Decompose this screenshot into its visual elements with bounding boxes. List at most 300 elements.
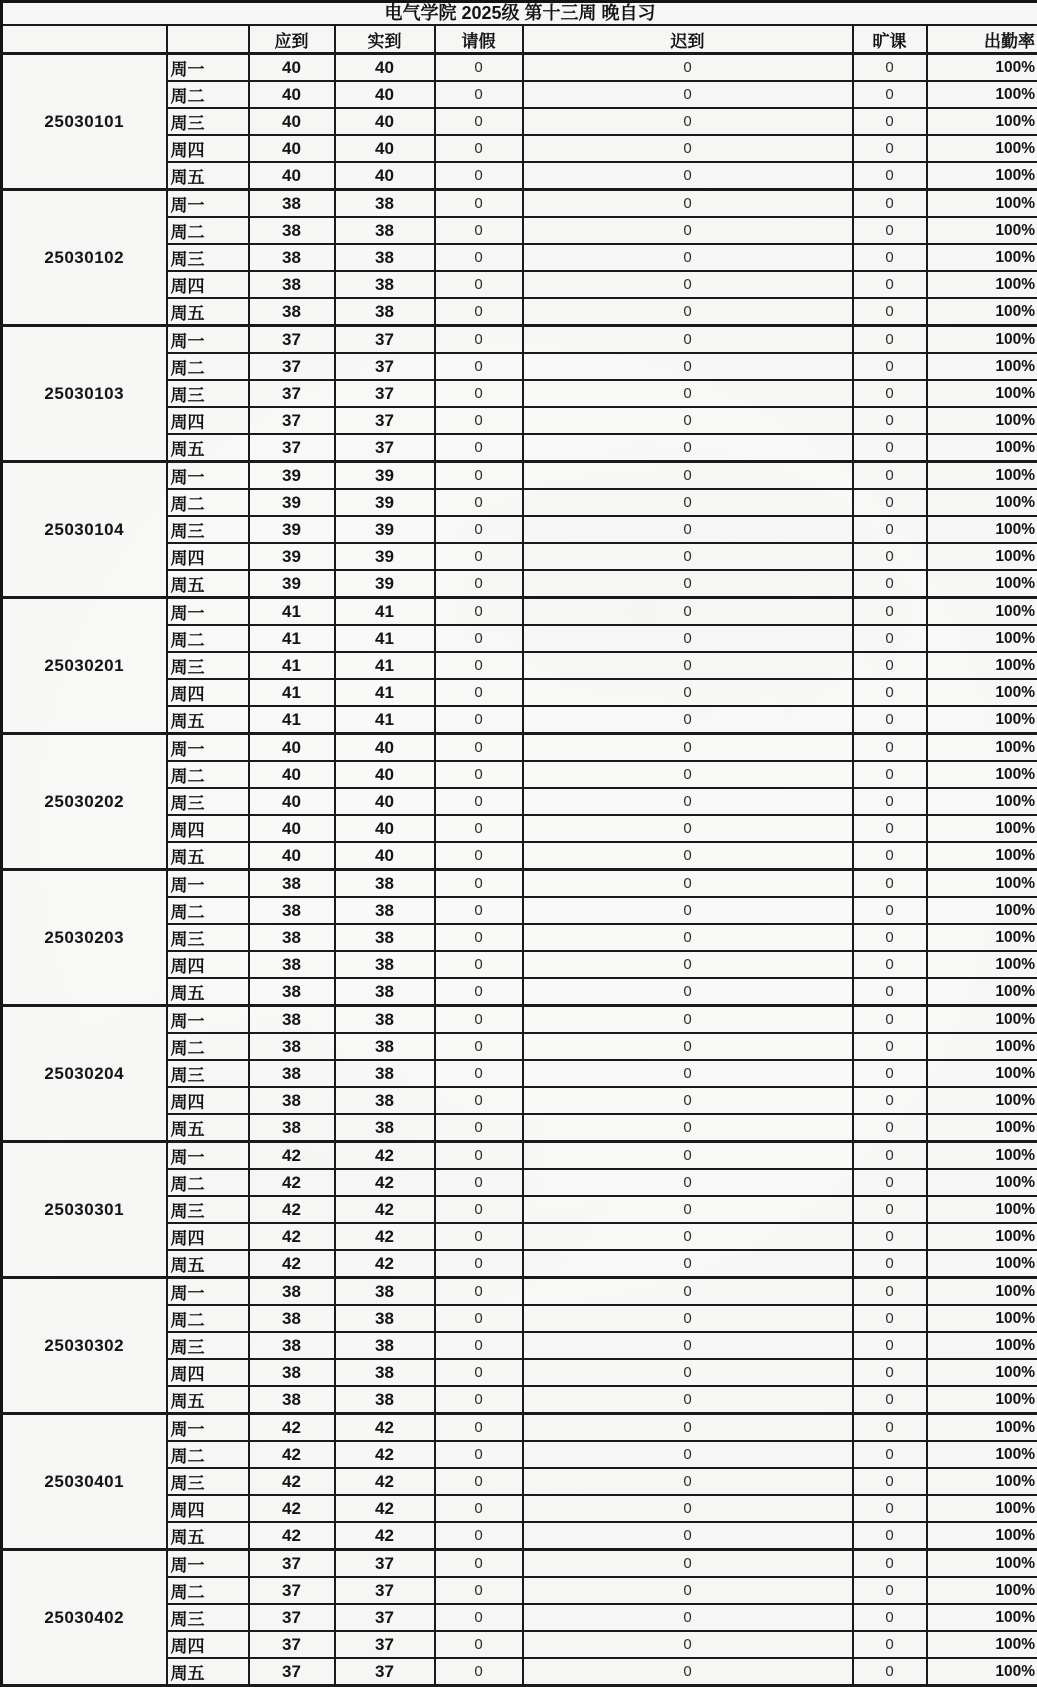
day-cell: 周三 (167, 380, 249, 407)
day-cell: 周一 (167, 190, 249, 218)
expected-cell: 40 (249, 788, 335, 815)
day-cell: 周五 (167, 1250, 249, 1278)
leave-cell: 0 (435, 407, 523, 434)
expected-cell: 39 (249, 570, 335, 598)
day-cell: 周五 (167, 162, 249, 190)
late-cell: 0 (523, 434, 853, 462)
expected-cell: 40 (249, 162, 335, 190)
day-cell: 周二 (167, 81, 249, 108)
page-title: 电气学院 2025级 第十三周 晚自习 (2, 2, 1037, 26)
leave-cell: 0 (435, 217, 523, 244)
actual-cell: 38 (335, 1114, 435, 1142)
actual-cell: 38 (335, 1332, 435, 1359)
rate-cell: 100% (927, 1359, 1037, 1386)
expected-cell: 38 (249, 978, 335, 1006)
expected-cell: 42 (249, 1522, 335, 1550)
day-cell: 周四 (167, 1223, 249, 1250)
rate-cell: 100% (927, 842, 1037, 870)
late-cell: 0 (523, 706, 853, 734)
expected-cell: 38 (249, 1278, 335, 1306)
absent-cell: 0 (853, 951, 927, 978)
absent-cell: 0 (853, 135, 927, 162)
absent-cell: 0 (853, 734, 927, 762)
expected-cell: 40 (249, 54, 335, 82)
leave-cell: 0 (435, 1223, 523, 1250)
table-row (2, 190, 1037, 218)
absent-cell: 0 (853, 652, 927, 679)
actual-cell: 39 (335, 489, 435, 516)
expected-cell: 41 (249, 706, 335, 734)
rate-cell: 100% (927, 1196, 1037, 1223)
rate-cell: 100% (927, 1142, 1037, 1170)
late-cell: 0 (523, 217, 853, 244)
actual-cell: 42 (335, 1414, 435, 1442)
actual-cell: 42 (335, 1223, 435, 1250)
day-cell: 周二 (167, 217, 249, 244)
leave-cell: 0 (435, 761, 523, 788)
day-cell: 周四 (167, 407, 249, 434)
rate-cell: 100% (927, 462, 1037, 490)
rate-cell: 100% (927, 190, 1037, 218)
leave-cell: 0 (435, 462, 523, 490)
leave-cell: 0 (435, 1033, 523, 1060)
leave-cell: 0 (435, 1278, 523, 1306)
late-cell: 0 (523, 1577, 853, 1604)
table-row (2, 598, 1037, 626)
day-cell: 周四 (167, 1495, 249, 1522)
leave-cell: 0 (435, 1305, 523, 1332)
rate-cell: 100% (927, 434, 1037, 462)
leave-cell: 0 (435, 434, 523, 462)
absent-cell: 0 (853, 1332, 927, 1359)
leave-cell: 0 (435, 924, 523, 951)
late-cell: 0 (523, 516, 853, 543)
late-cell: 0 (523, 1441, 853, 1468)
absent-cell: 0 (853, 1414, 927, 1442)
day-cell: 周一 (167, 54, 249, 82)
late-cell: 0 (523, 407, 853, 434)
day-cell: 周三 (167, 1196, 249, 1223)
rate-cell: 100% (927, 761, 1037, 788)
day-cell: 周三 (167, 1060, 249, 1087)
expected-cell: 42 (249, 1495, 335, 1522)
late-cell: 0 (523, 54, 853, 82)
late-cell: 0 (523, 462, 853, 490)
actual-cell: 40 (335, 162, 435, 190)
leave-cell: 0 (435, 135, 523, 162)
day-cell: 周四 (167, 679, 249, 706)
rate-cell: 100% (927, 734, 1037, 762)
header-class-col (2, 25, 167, 54)
day-cell: 周五 (167, 1658, 249, 1686)
absent-cell: 0 (853, 489, 927, 516)
absent-cell: 0 (853, 380, 927, 407)
actual-cell: 37 (335, 1604, 435, 1631)
actual-cell: 39 (335, 570, 435, 598)
actual-cell: 38 (335, 217, 435, 244)
actual-cell: 42 (335, 1522, 435, 1550)
actual-cell: 42 (335, 1495, 435, 1522)
expected-cell: 42 (249, 1142, 335, 1170)
rate-cell: 100% (927, 489, 1037, 516)
day-cell: 周二 (167, 489, 249, 516)
rate-cell: 100% (927, 1577, 1037, 1604)
rate-cell: 100% (927, 135, 1037, 162)
late-cell: 0 (523, 1386, 853, 1414)
late-cell: 0 (523, 1087, 853, 1114)
day-cell: 周三 (167, 244, 249, 271)
title-row (2, 2, 1037, 26)
leave-cell: 0 (435, 380, 523, 407)
leave-cell: 0 (435, 1332, 523, 1359)
actual-cell: 41 (335, 679, 435, 706)
actual-cell: 40 (335, 54, 435, 82)
expected-cell: 37 (249, 407, 335, 434)
actual-cell: 38 (335, 298, 435, 326)
day-cell: 周五 (167, 1522, 249, 1550)
rate-cell: 100% (927, 543, 1037, 570)
absent-cell: 0 (853, 788, 927, 815)
expected-cell: 42 (249, 1414, 335, 1442)
leave-cell: 0 (435, 190, 523, 218)
actual-cell: 40 (335, 81, 435, 108)
day-cell: 周三 (167, 1468, 249, 1495)
expected-cell: 38 (249, 1386, 335, 1414)
expected-cell: 40 (249, 734, 335, 762)
actual-cell: 42 (335, 1169, 435, 1196)
absent-cell: 0 (853, 1658, 927, 1686)
rate-cell: 100% (927, 788, 1037, 815)
rate-cell: 100% (927, 1386, 1037, 1414)
actual-cell: 38 (335, 1305, 435, 1332)
day-cell: 周三 (167, 788, 249, 815)
rate-cell: 100% (927, 1006, 1037, 1034)
late-cell: 0 (523, 679, 853, 706)
rate-cell: 100% (927, 978, 1037, 1006)
absent-cell: 0 (853, 1468, 927, 1495)
leave-cell: 0 (435, 951, 523, 978)
leave-cell: 0 (435, 1522, 523, 1550)
rate-cell: 100% (927, 1522, 1037, 1550)
expected-cell: 37 (249, 1577, 335, 1604)
rate-cell: 100% (927, 1114, 1037, 1142)
rate-cell: 100% (927, 407, 1037, 434)
rate-cell: 100% (927, 1250, 1037, 1278)
leave-cell: 0 (435, 54, 523, 82)
rate-cell: 100% (927, 108, 1037, 135)
actual-cell: 37 (335, 353, 435, 380)
absent-cell: 0 (853, 598, 927, 626)
absent-cell: 0 (853, 298, 927, 326)
late-cell: 0 (523, 598, 853, 626)
day-cell: 周四 (167, 815, 249, 842)
day-cell: 周二 (167, 1577, 249, 1604)
late-cell: 0 (523, 570, 853, 598)
leave-cell: 0 (435, 734, 523, 762)
rate-cell: 100% (927, 1332, 1037, 1359)
leave-cell: 0 (435, 162, 523, 190)
absent-cell: 0 (853, 1441, 927, 1468)
absent-cell: 0 (853, 1250, 927, 1278)
leave-cell: 0 (435, 897, 523, 924)
actual-cell: 38 (335, 951, 435, 978)
header-day-col (167, 25, 249, 54)
actual-cell: 38 (335, 897, 435, 924)
day-cell: 周五 (167, 1114, 249, 1142)
expected-cell: 37 (249, 1658, 335, 1686)
day-cell: 周二 (167, 761, 249, 788)
class-id-cell: 25030301 (2, 1142, 167, 1278)
leave-cell: 0 (435, 489, 523, 516)
absent-cell: 0 (853, 978, 927, 1006)
expected-cell: 38 (249, 951, 335, 978)
leave-cell: 0 (435, 1495, 523, 1522)
actual-cell: 41 (335, 652, 435, 679)
actual-cell: 37 (335, 380, 435, 407)
absent-cell: 0 (853, 54, 927, 82)
actual-cell: 40 (335, 108, 435, 135)
absent-cell: 0 (853, 1114, 927, 1142)
day-cell: 周四 (167, 1359, 249, 1386)
day-cell: 周一 (167, 1278, 249, 1306)
expected-cell: 41 (249, 625, 335, 652)
rate-cell: 100% (927, 625, 1037, 652)
late-cell: 0 (523, 380, 853, 407)
leave-cell: 0 (435, 271, 523, 298)
day-cell: 周二 (167, 1441, 249, 1468)
actual-cell: 40 (335, 815, 435, 842)
actual-cell: 38 (335, 924, 435, 951)
late-cell: 0 (523, 951, 853, 978)
leave-cell: 0 (435, 598, 523, 626)
actual-cell: 38 (335, 978, 435, 1006)
absent-cell: 0 (853, 1550, 927, 1578)
leave-cell: 0 (435, 1631, 523, 1658)
day-cell: 周五 (167, 1386, 249, 1414)
leave-cell: 0 (435, 1060, 523, 1087)
leave-cell: 0 (435, 1550, 523, 1578)
late-cell: 0 (523, 1223, 853, 1250)
absent-cell: 0 (853, 924, 927, 951)
day-cell: 周四 (167, 135, 249, 162)
rate-cell: 100% (927, 897, 1037, 924)
leave-cell: 0 (435, 625, 523, 652)
expected-cell: 40 (249, 761, 335, 788)
rate-cell: 100% (927, 1658, 1037, 1686)
actual-cell: 38 (335, 1060, 435, 1087)
absent-cell: 0 (853, 625, 927, 652)
absent-cell: 0 (853, 162, 927, 190)
leave-cell: 0 (435, 1468, 523, 1495)
late-cell: 0 (523, 1414, 853, 1442)
late-cell: 0 (523, 244, 853, 271)
day-cell: 周一 (167, 734, 249, 762)
day-cell: 周四 (167, 543, 249, 570)
table-row (2, 1006, 1037, 1034)
absent-cell: 0 (853, 271, 927, 298)
absent-cell: 0 (853, 1033, 927, 1060)
late-cell: 0 (523, 162, 853, 190)
absent-cell: 0 (853, 1169, 927, 1196)
day-cell: 周二 (167, 1169, 249, 1196)
absent-cell: 0 (853, 217, 927, 244)
rate-cell: 100% (927, 1305, 1037, 1332)
rate-cell: 100% (927, 1169, 1037, 1196)
absent-cell: 0 (853, 570, 927, 598)
actual-cell: 37 (335, 1631, 435, 1658)
actual-cell: 40 (335, 761, 435, 788)
expected-cell: 42 (249, 1468, 335, 1495)
expected-cell: 38 (249, 1305, 335, 1332)
absent-cell: 0 (853, 1522, 927, 1550)
leave-cell: 0 (435, 870, 523, 898)
leave-cell: 0 (435, 1169, 523, 1196)
rate-cell: 100% (927, 217, 1037, 244)
late-cell: 0 (523, 298, 853, 326)
actual-cell: 39 (335, 516, 435, 543)
day-cell: 周五 (167, 842, 249, 870)
absent-cell: 0 (853, 706, 927, 734)
header-row (2, 25, 1037, 54)
leave-cell: 0 (435, 1196, 523, 1223)
day-cell: 周一 (167, 1006, 249, 1034)
expected-cell: 38 (249, 1006, 335, 1034)
actual-cell: 41 (335, 706, 435, 734)
leave-cell: 0 (435, 1658, 523, 1686)
table-row (2, 326, 1037, 354)
absent-cell: 0 (853, 353, 927, 380)
leave-cell: 0 (435, 1142, 523, 1170)
rate-cell: 100% (927, 162, 1037, 190)
actual-cell: 42 (335, 1468, 435, 1495)
late-cell: 0 (523, 815, 853, 842)
actual-cell: 40 (335, 788, 435, 815)
expected-cell: 41 (249, 598, 335, 626)
day-cell: 周三 (167, 1332, 249, 1359)
late-cell: 0 (523, 543, 853, 570)
rate-cell: 100% (927, 244, 1037, 271)
expected-cell: 42 (249, 1441, 335, 1468)
expected-cell: 38 (249, 1060, 335, 1087)
class-id-cell: 25030204 (2, 1006, 167, 1142)
expected-cell: 37 (249, 1631, 335, 1658)
day-cell: 周一 (167, 462, 249, 490)
class-id-cell: 25030402 (2, 1550, 167, 1686)
late-cell: 0 (523, 489, 853, 516)
leave-cell: 0 (435, 326, 523, 354)
rate-cell: 100% (927, 1495, 1037, 1522)
leave-cell: 0 (435, 1414, 523, 1442)
table-row (2, 734, 1037, 762)
late-cell: 0 (523, 1250, 853, 1278)
rate-cell: 100% (927, 380, 1037, 407)
late-cell: 0 (523, 1495, 853, 1522)
leave-cell: 0 (435, 1006, 523, 1034)
leave-cell: 0 (435, 81, 523, 108)
rate-cell: 100% (927, 1033, 1037, 1060)
rate-cell: 100% (927, 1223, 1037, 1250)
rate-cell: 100% (927, 924, 1037, 951)
leave-cell: 0 (435, 108, 523, 135)
class-id-cell: 25030103 (2, 326, 167, 462)
rate-cell: 100% (927, 570, 1037, 598)
expected-cell: 38 (249, 244, 335, 271)
expected-cell: 37 (249, 434, 335, 462)
expected-cell: 38 (249, 1087, 335, 1114)
late-cell: 0 (523, 788, 853, 815)
expected-cell: 38 (249, 1033, 335, 1060)
day-cell: 周四 (167, 1087, 249, 1114)
late-cell: 0 (523, 870, 853, 898)
absent-cell: 0 (853, 1278, 927, 1306)
expected-cell: 38 (249, 870, 335, 898)
rate-cell: 100% (927, 1060, 1037, 1087)
expected-cell: 40 (249, 81, 335, 108)
rate-cell: 100% (927, 1441, 1037, 1468)
expected-cell: 39 (249, 516, 335, 543)
day-cell: 周三 (167, 924, 249, 951)
day-cell: 周一 (167, 326, 249, 354)
late-cell: 0 (523, 326, 853, 354)
rate-cell: 100% (927, 1604, 1037, 1631)
leave-cell: 0 (435, 298, 523, 326)
leave-cell: 0 (435, 1250, 523, 1278)
leave-cell: 0 (435, 1087, 523, 1114)
header-actual: 实到 (335, 25, 435, 54)
expected-cell: 38 (249, 271, 335, 298)
leave-cell: 0 (435, 543, 523, 570)
actual-cell: 42 (335, 1441, 435, 1468)
late-cell: 0 (523, 1631, 853, 1658)
header-late: 迟到 (523, 25, 853, 54)
table-row (2, 870, 1037, 898)
late-cell: 0 (523, 924, 853, 951)
late-cell: 0 (523, 1468, 853, 1495)
rate-cell: 100% (927, 1550, 1037, 1578)
expected-cell: 38 (249, 217, 335, 244)
rate-cell: 100% (927, 652, 1037, 679)
leave-cell: 0 (435, 244, 523, 271)
rate-cell: 100% (927, 951, 1037, 978)
late-cell: 0 (523, 734, 853, 762)
actual-cell: 37 (335, 326, 435, 354)
expected-cell: 40 (249, 815, 335, 842)
day-cell: 周四 (167, 951, 249, 978)
absent-cell: 0 (853, 1577, 927, 1604)
rate-cell: 100% (927, 1414, 1037, 1442)
late-cell: 0 (523, 1278, 853, 1306)
absent-cell: 0 (853, 1305, 927, 1332)
actual-cell: 38 (335, 1087, 435, 1114)
late-cell: 0 (523, 842, 853, 870)
rate-cell: 100% (927, 1631, 1037, 1658)
absent-cell: 0 (853, 1142, 927, 1170)
actual-cell: 38 (335, 1033, 435, 1060)
absent-cell: 0 (853, 407, 927, 434)
leave-cell: 0 (435, 788, 523, 815)
leave-cell: 0 (435, 1441, 523, 1468)
leave-cell: 0 (435, 842, 523, 870)
day-cell: 周五 (167, 978, 249, 1006)
actual-cell: 37 (335, 407, 435, 434)
rate-cell: 100% (927, 1468, 1037, 1495)
late-cell: 0 (523, 978, 853, 1006)
actual-cell: 41 (335, 598, 435, 626)
expected-cell: 40 (249, 108, 335, 135)
day-cell: 周五 (167, 298, 249, 326)
expected-cell: 38 (249, 1114, 335, 1142)
table-row (2, 462, 1037, 490)
